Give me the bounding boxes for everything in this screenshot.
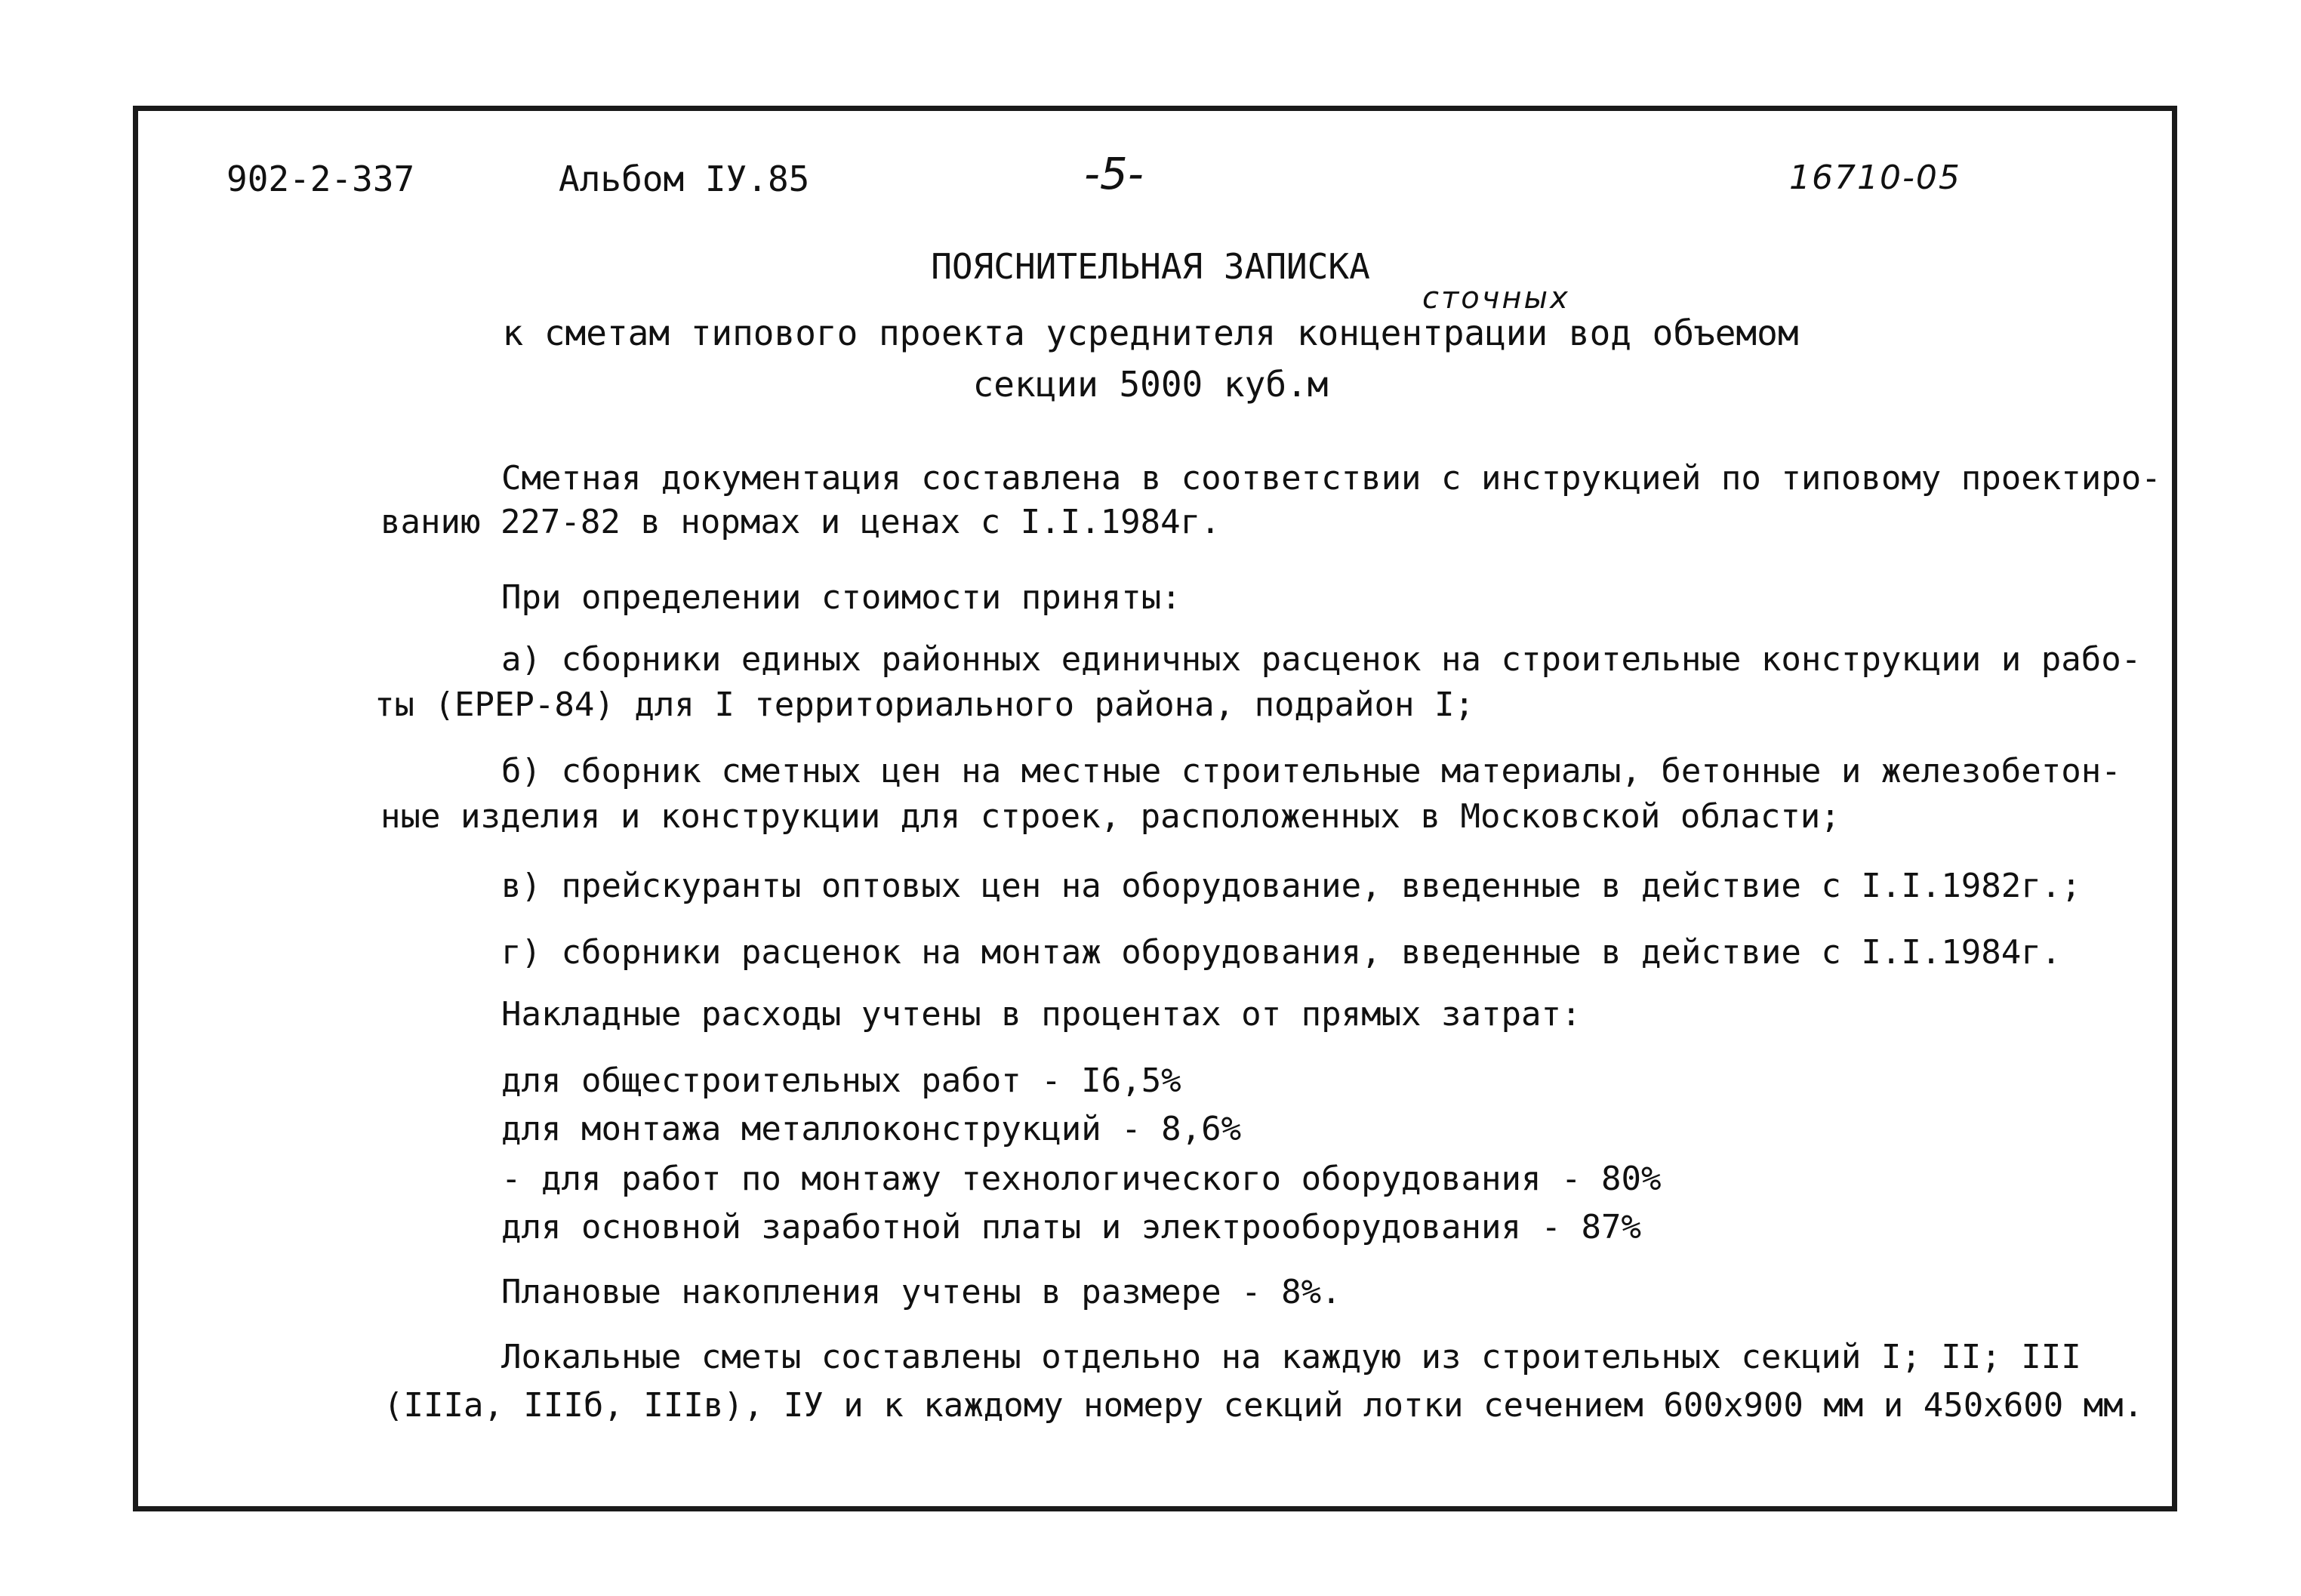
item-a-line-2: ты (ЕРЕР-84) для I территориального района, подрайон I; [374, 686, 1474, 724]
paragraph-1-line-2: ванию 227-82 в нормах и ценах с I.I.1984г. [380, 503, 1221, 541]
paragraph-2: При определении стоимости приняты: [501, 578, 1181, 617]
album-number: Альбом IУ.85 [559, 159, 810, 199]
page-number: -5- [1084, 148, 1144, 199]
document-title: ПОЯСНИТЕЛЬНАЯ ЗАПИСКА [931, 246, 1370, 287]
paragraph-1-line-1: Сметная документация составлена в соответствии с инструкцией по типовому проектиро- [501, 459, 2161, 498]
handwritten-insertion: сточных [1422, 281, 1570, 316]
document-code: 902-2-337 [226, 159, 415, 199]
overhead-rate-4: для основной заработной платы и электрооборудования - 87% [501, 1208, 1641, 1246]
subtitle-line-2: секции 5000 куб.м [972, 364, 1329, 405]
overhead-rate-2: для монтажа металлоконструкций - 8,6% [501, 1110, 1242, 1148]
overhead-rate-1: для общестроительных работ - I6,5% [501, 1061, 1181, 1100]
overhead-intro: Накладные расходы учтены в процентах от прямых затрат: [501, 995, 1582, 1034]
item-a-line-1: а) сборники единых районных единичных расценок на строительные конструкции и рабо- [501, 640, 2142, 679]
item-b-line-1: б) сборник сметных цен на местные строительные материалы, бетонные и железобетон- [501, 752, 2121, 790]
planned-savings: Плановые накопления учтены в размере - 8%. [501, 1273, 1341, 1311]
local-estimates-line-1: Локальные сметы составлены отдельно на каждую из строительных секций I; II; III [501, 1338, 2081, 1376]
item-g: г) сборники расценок на монтаж оборудования, введенные в действие с I.I.1984г. [501, 933, 2062, 972]
item-v: в) прейскуранты оптовых цен на оборудование, введенные в действие с I.I.1982г.; [501, 867, 2081, 905]
item-b-line-2: ные изделия и конструкции для строек, расположенных в Московской области; [380, 797, 1840, 836]
overhead-rate-3: - для работ по монтажу технологического оборудования - 80% [501, 1160, 1662, 1198]
subtitle-line-1: к сметам типового проекта усреднителя концентрации вод объемом [502, 313, 1799, 353]
sheet-number: 16710-05 [1789, 159, 1961, 197]
local-estimates-line-2: (IIIа, IIIб, IIIв), IУ и к каждому номеру секций лотки сечением 600х900 мм и 450х600 мм. [384, 1386, 2144, 1425]
